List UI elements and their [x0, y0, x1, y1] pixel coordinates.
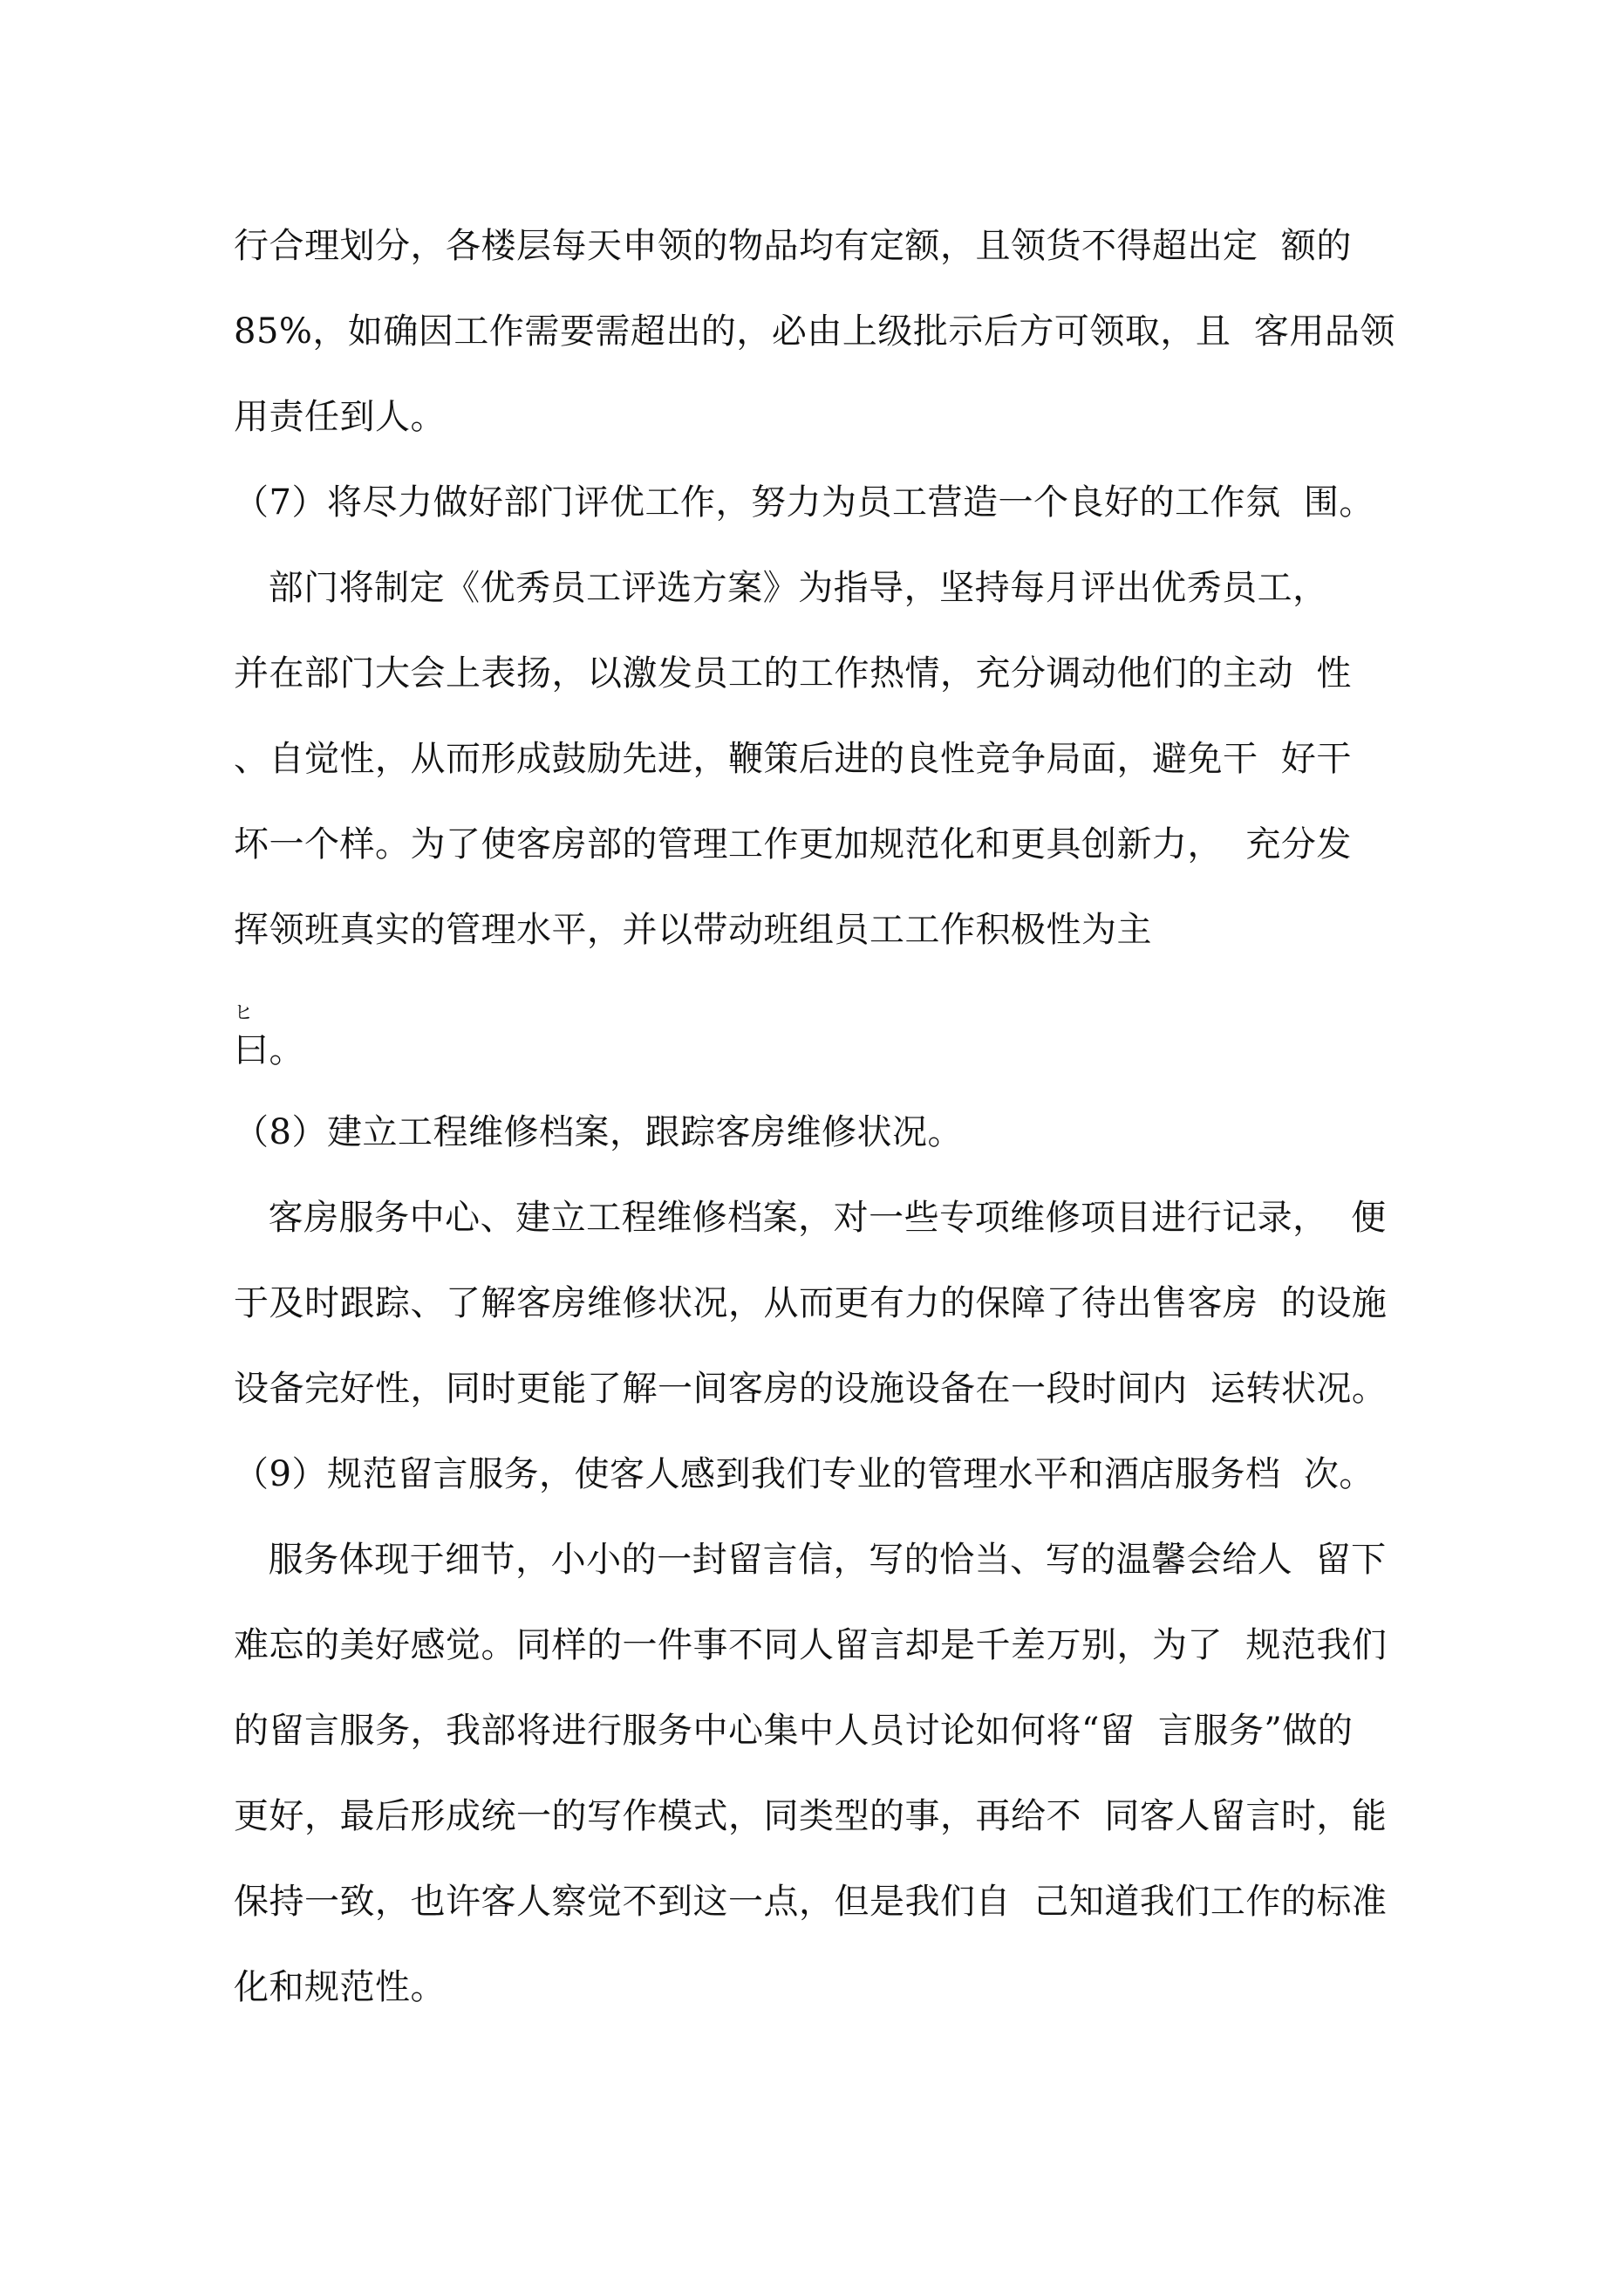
text-line: 的留言服务，我部将进行服务中心集中人员讨论如何将“留 言服务”做的 — [234, 1711, 1354, 1751]
text-line: 设备完好性，同时更能了解一间客房的设施设备在一段时间内 运转状况。 — [234, 1369, 1388, 1409]
text-line: 保持一致，也许客人察觉不到这一点，但是我们自 己知道我们工作的标准 — [234, 1882, 1388, 1922]
text-line: （7）将尽力做好部门评优工作，努力为员工营造一个良好的工作氛 围。 — [234, 482, 1374, 523]
text-line: 难忘的美好感觉。同样的一件事不同人留言却是千差万别，为了 规范我们 — [234, 1625, 1388, 1665]
text-line: 并在部门大会上表扬，以激发员工的工作热情，充分调动他们的主动 性 — [234, 653, 1352, 694]
text-line: 用责任到人。 — [234, 397, 446, 437]
text-line: 化和规范性。 — [234, 1967, 446, 2007]
text-line: 坏一个样。为了使客房部的管理工作更加规范化和更具创新力， 充分发 — [234, 824, 1352, 864]
text-line: 于及时跟踪、了解客房维修状况，从而更有力的保障了待出售客房 的设施 — [234, 1283, 1388, 1323]
text-line: 服务体现于细节，小小的一封留言信，写的恰当、写的温馨会给人 留下 — [234, 1540, 1387, 1580]
text-line: 曰。 — [234, 1030, 304, 1070]
text-line: （8）建立工程维修档案，跟踪客房维修状况。 — [234, 1112, 963, 1152]
small-glyph: ヒ — [234, 1002, 254, 1024]
text-line: 客房服务中心、建立工程维修档案，对一些专项维修项目进行记录， 便 — [234, 1198, 1387, 1238]
text-line: 行合理划分，各楼层每天申领的物品均有定额，且领货不得超出定 额的 — [234, 226, 1352, 266]
text-line: 更好，最后形成统一的写作模式，同类型的事，再给不 同客人留言时，能 — [234, 1796, 1388, 1836]
text-line: 挥领班真实的管理水平，并以带动班组员工工作积极性为主 — [234, 910, 1152, 950]
text-line: （9）规范留言服务，使客人感到我们专业的管理水平和酒店服务档 次。 — [234, 1454, 1374, 1494]
text-line: 、自觉性，从而形成鼓励先进，鞭策后进的良性竞争局面，避免干 好干 — [234, 739, 1352, 779]
text-line: 部门将制定《优秀员工评选方案》为指导，坚持每月评出优秀员工， — [234, 568, 1328, 608]
text-line: 85%，如确因工作需要需超出的，必由上级批示后方可领取，且 客用品领 — [234, 311, 1395, 352]
